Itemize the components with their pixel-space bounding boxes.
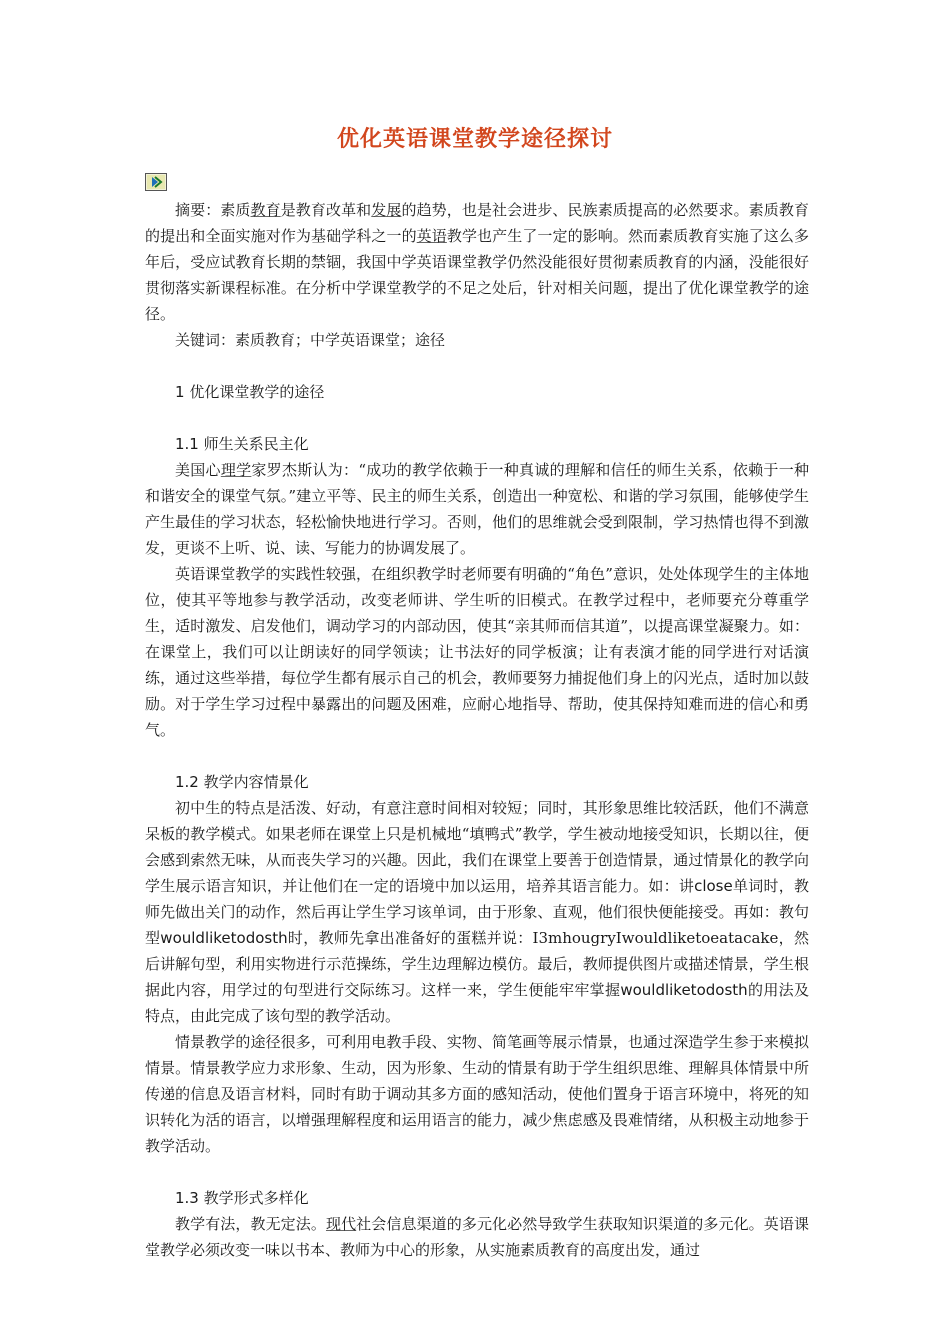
link-psychology[interactable]: 理学 — [220, 461, 252, 479]
paragraph-1-1-b: 英语课堂教学的实践性较强，在组织教学时老师要有明确的“角色”意识，处处体现学生的主体地位，使其平等地参与教学活动，改变老师讲、学生听的旧模式。在教学过程中，老师要充分尊重学生，适时激发、启发他们，调动学习的内部动因，使其“亲其师而信其道”，以提高课堂凝聚力。如：在课堂上，我们可以让朗读好的同学领读；让书法好的同学板演；让有表演才能的同学进行对话演练，通过这些举措，每位学生都有展示自己的机会，教师要努力捕捉他们身上的闪光点，适时加以鼓励。对于学生学习过程中暴露出的问题及困难，应耐心地指导、帮助，使其保持知难而进的信心和勇气。 — [145, 565, 809, 739]
keywords-line: 关键词：素质教育；中学英语课堂；途径 — [175, 331, 446, 349]
paragraph-1-2-b: 情景教学的途径很多，可利用电教手段、实物、简笔画等展示情景，也通过深造学生参于来模拟情景。情景教学应力求形象、生动，因为形象、生动的情景有助于学生组织思维、理解具体情景中所传递的信息及语言材料，同时有助于调动其多方面的感知活动，使他们置身于语言环境中，将死的知识转化为活的语言，以增强理解程度和运用语言的能力，减少焦虑感及畏难情绪，从积极主动地参于教学活动。 — [145, 1033, 809, 1155]
section-heading-1-2: 1.2 教学内容情景化 — [175, 773, 309, 791]
paragraph-1-1-a: 美国心理学家罗杰斯认为：“成功的教学依赖于一种真诚的理解和信任的师生关系，依赖于一种和谐安全的课堂气氛。”建立平等、民主的师生关系，创造出一种宽松、和谐的学习氛围，能够使学生产生最佳的学习状态，轻松愉快地进行学习。否则，他们的思维就会受到限制，学习热情也得不到激发，更谈不上听、说、读、写能力的协调发展了。 — [145, 461, 809, 557]
abstract-paragraph: 摘要：素质教育是教育改革和发展的趋势，也是社会进步、民族素质提高的必然要求。素质教育的提出和全面实施对作为基础学科之一的英语教学也产生了一定的影响。然而素质教育实施了这么多年后，受应试教育长期的禁锢，我国中学英语课堂教学仍然没能很好贯彻素质教育的内涵，没能很好贯彻落实新课程标准。在分析中学课堂教学的不足之处后，针对相关问题，提出了优化课堂教学的途径。 — [145, 201, 809, 323]
document-title: 优化英语课堂教学途径探讨 — [336, 127, 613, 152]
sound-speaker-icon[interactable] — [145, 173, 167, 191]
section-heading-1-1: 1.1 师生关系民主化 — [175, 435, 309, 453]
link-development[interactable]: 发展 — [371, 201, 402, 219]
document-body — [145, 197, 809, 1263]
link-modern[interactable]: 现代 — [325, 1215, 357, 1233]
link-education[interactable]: 教育 — [250, 201, 281, 219]
paragraph-1-2-a: 初中生的特点是活泼、好动，有意注意时间相对较短；同时，其形象思维比较活跃，他们不满意呆板的教学模式。如果老师在课堂上只是机械地“填鸭式”教学，学生被动地接受知识，长期以往，便会感到索然无味，从而丧失学习的兴趣。因此，我们在课堂上要善于创造情景，通过情景化的教学向学生展示语言知识，并让他们在一定的语境中加以运用，培养其语言能力。如：讲close单词时，教师先做出关门的动作，然后再让学生学习该单词，由于形象、直观，他们很快便能接受。再如：教句型wouldliketodosth时，教师先拿出准备好的蛋糕并说：I3mhougryIwouldliketoeatacake，然后讲解句型，利用实物进行示范操练，学生边理解边模仿。最后，教师提供图片或描述情景，学生根据此内容，用学过的句型进行交际练习。这样一来，学生便能牢牢掌握wouldliketodosth的用法及特点，由此完成了该句型的教学活动。 — [145, 799, 809, 1025]
link-english[interactable]: 英语 — [416, 227, 447, 245]
section-heading-1-3: 1.3 教学形式多样化 — [175, 1189, 309, 1207]
paragraph-1-3-a: 教学有法，教无定法。现代社会信息渠道的多元化必然导致学生获取知识渠道的多元化。英语课堂教学必须改变一味以书本、教师为中心的形象，从实施素质教育的高度出发，通过 — [145, 1215, 809, 1259]
section-heading-1: 1 优化课堂教学的途径 — [175, 383, 325, 401]
